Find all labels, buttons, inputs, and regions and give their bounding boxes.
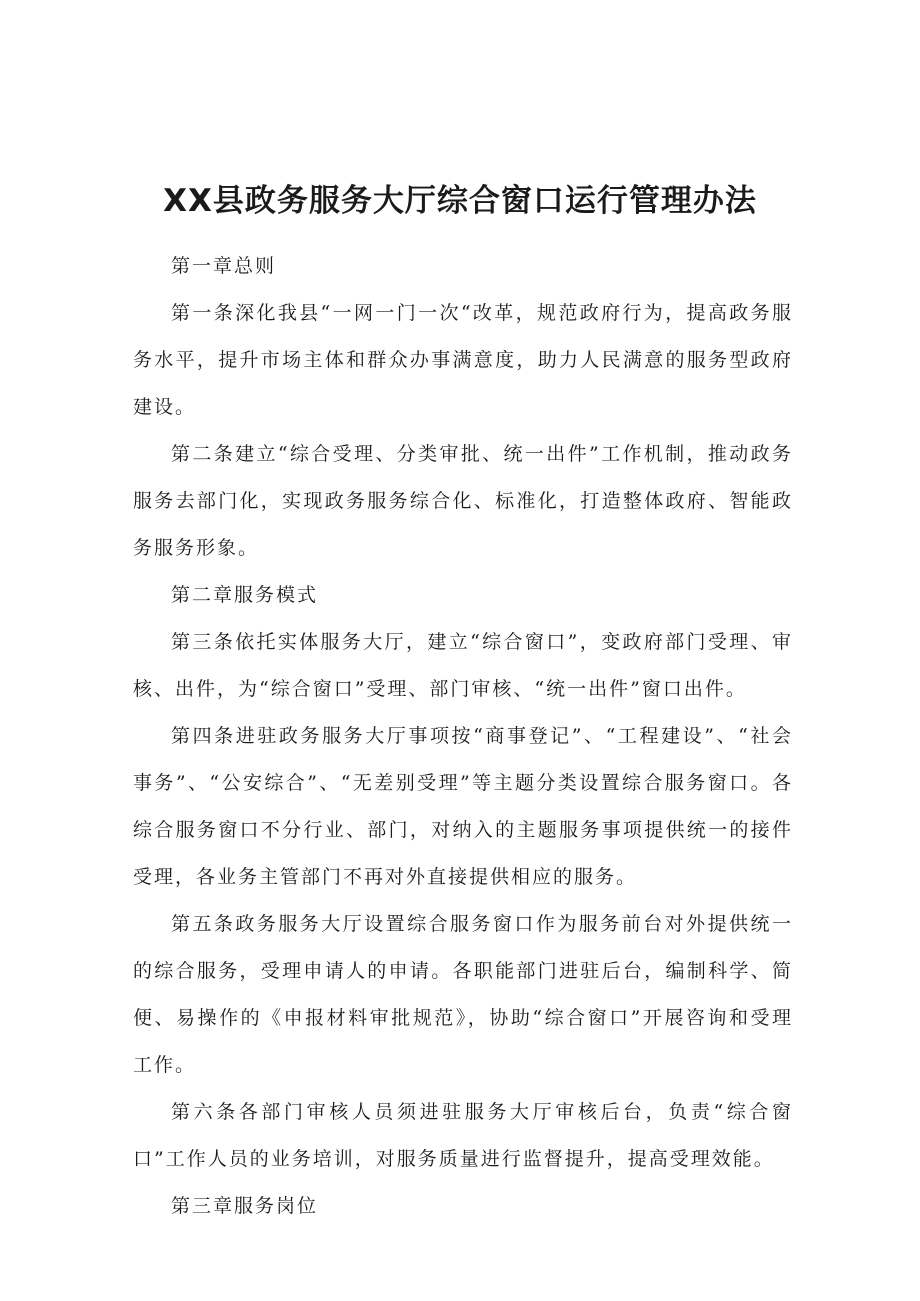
document-body <box>133 243 793 1230</box>
article-3: 第三条依托实体服务大厅，建立“综合窗口”，变政府部门受理、审核、出件，为“综合窗口”受理、部门审核、“统一出件”窗口出件。 <box>133 631 793 700</box>
document-title: XX县政务服务大厅综合窗口运行管理办法 <box>163 183 757 219</box>
article-6: 第六条各部门审核人员须进驻服务大厅审核后台，负责“综合窗口”工作人员的业务培训，对服务质量进行监督提升，提高受理效能。 <box>133 1101 793 1170</box>
article-4: 第四条进驻政务服务大厅事项按“商事登记”、“工程建设”、“社会事务”、“公安综合”、“无差别受理”等主题分类设置综合服务窗口。各综合服务窗口不分行业、部门，对纳入的主题服务事项提供统一的接件受理，各业务主管部门不再对外直接提供相应的服务。 <box>133 725 793 888</box>
article-1: 第一条深化我县“一网一门一次“改革，规范政府行为，提高政务服务水平，提升市场主体和群众办事满意度，助力人民满意的服务型政府建设。 <box>133 302 793 418</box>
chapter-heading-1: 第一章总则 <box>171 255 277 277</box>
chapter-heading-2: 第二章服务模式 <box>171 584 319 606</box>
article-2: 第二条建立“综合受理、分类审批、统一出件”工作机制，推动政务服务去部门化，实现政务服务综合化、标准化，打造整体政府、智能政务服务形象。 <box>133 443 793 559</box>
article-5: 第五条政务服务大厅设置综合服务窗口作为服务前台对外提供统一的综合服务，受理申请人的申请。各职能部门进驻后台，编制科学、简便、易操作的《申报材料审批规范》，协助“综合窗口”开展咨询和受理工作。 <box>133 913 793 1076</box>
chapter-heading-3: 第三章服务岗位 <box>171 1195 319 1217</box>
